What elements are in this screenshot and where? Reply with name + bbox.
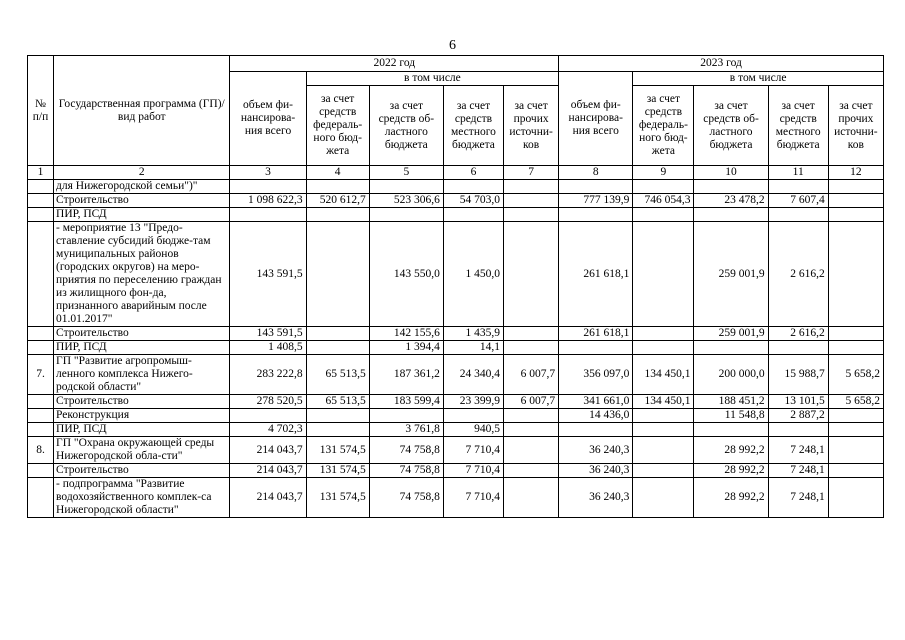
- row-program-name: - мероприятие 13 "Предо-ставление субсидий бюдже-там муниципальных районов (городских округов) на меро-приятия по переселению граждан из жилищного фон-да, признанного аварийным после 01.01.2017": [54, 222, 230, 327]
- col-index: 3: [230, 166, 306, 180]
- table-row: [28, 194, 884, 208]
- row-value: [768, 208, 828, 222]
- header-num: № п/п: [28, 56, 54, 166]
- row-value: 142 155,6: [369, 327, 443, 341]
- row-value: [504, 327, 559, 341]
- row-value: 1 408,5: [230, 341, 306, 355]
- row-value: 200 000,0: [694, 355, 768, 395]
- col-index: 7: [504, 166, 559, 180]
- row-value: [768, 341, 828, 355]
- row-program-name: ПИР, ПСД: [54, 423, 230, 437]
- row-value: 7 607,4: [768, 194, 828, 208]
- row-value: [443, 208, 503, 222]
- row-value: [828, 478, 883, 518]
- row-program-name: Строительство: [54, 395, 230, 409]
- row-value: 28 992,2: [694, 437, 768, 464]
- row-value: 214 043,7: [230, 437, 306, 464]
- header-year-2023: 2023 год: [559, 56, 884, 72]
- header-program: Государственная программа (ГП)/ вид работ: [54, 56, 230, 166]
- row-value: [306, 409, 369, 423]
- row-value: [369, 208, 443, 222]
- header-year-2022: 2022 год: [230, 56, 559, 72]
- row-value: [504, 409, 559, 423]
- col-index: 5: [369, 166, 443, 180]
- row-value: [633, 423, 694, 437]
- row-value: [633, 208, 694, 222]
- row-number: [28, 222, 54, 327]
- row-program-name: Реконструкция: [54, 409, 230, 423]
- header-regional-2023: за счет средств об-ластного бюджета: [694, 86, 768, 166]
- row-value: [504, 437, 559, 464]
- row-number: [28, 180, 54, 194]
- row-number: [28, 478, 54, 518]
- row-value: [694, 423, 768, 437]
- row-program-name: ГП "Развитие агропромыш-ленного комплекса Нижего-родской области": [54, 355, 230, 395]
- row-value: 23 478,2: [694, 194, 768, 208]
- row-value: [694, 341, 768, 355]
- header-total-2023: объем фи-нансирова-ния всего: [559, 72, 633, 166]
- row-value: 7 710,4: [443, 437, 503, 464]
- row-value: 15 988,7: [768, 355, 828, 395]
- row-value: 7 710,4: [443, 478, 503, 518]
- row-value: 36 240,3: [559, 478, 633, 518]
- row-value: 183 599,4: [369, 395, 443, 409]
- row-value: 131 574,5: [306, 478, 369, 518]
- row-value: 214 043,7: [230, 478, 306, 518]
- row-value: 259 001,9: [694, 222, 768, 327]
- header-other-2023: за счет прочих источни-ков: [828, 86, 883, 166]
- row-value: 1 098 622,3: [230, 194, 306, 208]
- row-value: 143 550,0: [369, 222, 443, 327]
- col-index: 10: [694, 166, 768, 180]
- row-value: [559, 423, 633, 437]
- financing-table: [27, 55, 884, 518]
- row-program-name: для Нижегородской семьи")": [54, 180, 230, 194]
- row-value: 143 591,5: [230, 222, 306, 327]
- page-number: 6: [449, 38, 456, 53]
- table-row: [28, 464, 884, 478]
- row-value: [306, 327, 369, 341]
- row-value: 54 703,0: [443, 194, 503, 208]
- row-value: [768, 180, 828, 194]
- row-value: [504, 222, 559, 327]
- header-total-2022: объем фи-нансирова-ния всего: [230, 72, 306, 166]
- row-value: 23 399,9: [443, 395, 503, 409]
- row-value: 356 097,0: [559, 355, 633, 395]
- row-value: [633, 478, 694, 518]
- row-value: 777 139,9: [559, 194, 633, 208]
- header-federal-2022: за счет средств федераль-ного бюд-жета: [306, 86, 369, 166]
- row-value: [694, 180, 768, 194]
- row-value: [768, 423, 828, 437]
- row-value: 341 661,0: [559, 395, 633, 409]
- row-value: [504, 478, 559, 518]
- row-value: 134 450,1: [633, 355, 694, 395]
- row-value: 940,5: [443, 423, 503, 437]
- table-row: [28, 341, 884, 355]
- row-value: 5 658,2: [828, 355, 883, 395]
- table-row: [28, 355, 884, 395]
- row-value: [828, 409, 883, 423]
- row-value: [306, 341, 369, 355]
- row-value: [633, 180, 694, 194]
- col-index: 12: [828, 166, 883, 180]
- row-value: 188 451,2: [694, 395, 768, 409]
- row-value: 13 101,5: [768, 395, 828, 409]
- row-program-name: - подпрограмма "Развитие водохозяйственного комплек-са Нижегородской области": [54, 478, 230, 518]
- header-other-2022: за счет прочих источни-ков: [504, 86, 559, 166]
- row-number: [28, 208, 54, 222]
- row-value: 7 248,1: [768, 478, 828, 518]
- row-value: 746 054,3: [633, 194, 694, 208]
- row-value: 28 992,2: [694, 464, 768, 478]
- row-value: 2 887,2: [768, 409, 828, 423]
- table-row: [28, 423, 884, 437]
- header-incl-2022: в том числе: [306, 72, 559, 86]
- row-value: 1 435,9: [443, 327, 503, 341]
- col-index: 4: [306, 166, 369, 180]
- row-program-name: Строительство: [54, 194, 230, 208]
- table-row: [28, 478, 884, 518]
- row-value: [828, 180, 883, 194]
- row-value: [504, 423, 559, 437]
- row-number: [28, 464, 54, 478]
- row-value: [828, 327, 883, 341]
- row-value: [633, 222, 694, 327]
- row-value: [828, 222, 883, 327]
- row-value: 2 616,2: [768, 327, 828, 341]
- row-value: 520 612,7: [306, 194, 369, 208]
- row-program-name: Строительство: [54, 464, 230, 478]
- table-row: [28, 180, 884, 194]
- row-value: 143 591,5: [230, 327, 306, 341]
- row-value: 3 761,8: [369, 423, 443, 437]
- row-number: 8.: [28, 437, 54, 464]
- row-program-name: ГП "Охрана окружающей среды Нижегородской обла-сти": [54, 437, 230, 464]
- header-incl-2023: в том числе: [633, 72, 884, 86]
- row-value: [828, 208, 883, 222]
- row-value: [369, 180, 443, 194]
- row-value: 74 758,8: [369, 464, 443, 478]
- row-value: [306, 423, 369, 437]
- table-row: [28, 327, 884, 341]
- row-value: [443, 409, 503, 423]
- col-index: 1: [28, 166, 54, 180]
- row-value: 24 340,4: [443, 355, 503, 395]
- row-value: [306, 208, 369, 222]
- row-value: [559, 180, 633, 194]
- row-value: [230, 180, 306, 194]
- row-value: 36 240,3: [559, 464, 633, 478]
- row-value: [828, 341, 883, 355]
- row-value: 523 306,6: [369, 194, 443, 208]
- row-value: 6 007,7: [504, 355, 559, 395]
- table-body: [28, 180, 884, 518]
- row-value: [504, 180, 559, 194]
- row-value: 131 574,5: [306, 437, 369, 464]
- column-index-row: [28, 166, 884, 180]
- row-value: 5 658,2: [828, 395, 883, 409]
- row-value: 7 248,1: [768, 437, 828, 464]
- row-value: [504, 341, 559, 355]
- col-index: 2: [54, 166, 230, 180]
- header-federal-2023: за счет средств федераль-ного бюд-жета: [633, 86, 694, 166]
- row-value: 1 394,4: [369, 341, 443, 355]
- row-value: [306, 222, 369, 327]
- row-value: [504, 194, 559, 208]
- row-program-name: Строительство: [54, 327, 230, 341]
- row-value: 65 513,5: [306, 395, 369, 409]
- row-value: [504, 208, 559, 222]
- col-index: 11: [768, 166, 828, 180]
- row-value: [633, 437, 694, 464]
- row-number: [28, 327, 54, 341]
- row-value: 28 992,2: [694, 478, 768, 518]
- row-value: 4 702,3: [230, 423, 306, 437]
- row-value: 74 758,8: [369, 478, 443, 518]
- row-value: 187 361,2: [369, 355, 443, 395]
- row-value: 1 450,0: [443, 222, 503, 327]
- header-local-2022: за счет средств местного бюджета: [443, 86, 503, 166]
- header-local-2023: за счет средств местного бюджета: [768, 86, 828, 166]
- row-value: [828, 464, 883, 478]
- row-number: [28, 341, 54, 355]
- row-value: 36 240,3: [559, 437, 633, 464]
- row-value: 14 436,0: [559, 409, 633, 423]
- row-value: [633, 341, 694, 355]
- row-value: [443, 180, 503, 194]
- row-number: [28, 395, 54, 409]
- row-value: 283 222,8: [230, 355, 306, 395]
- row-value: [828, 423, 883, 437]
- table-row: [28, 409, 884, 423]
- row-value: 14,1: [443, 341, 503, 355]
- row-value: [559, 208, 633, 222]
- row-number: [28, 423, 54, 437]
- row-program-name: ПИР, ПСД: [54, 341, 230, 355]
- row-value: 278 520,5: [230, 395, 306, 409]
- row-value: [306, 180, 369, 194]
- row-value: [828, 194, 883, 208]
- row-value: 259 001,9: [694, 327, 768, 341]
- header-regional-2022: за счет средств об-ластного бюджета: [369, 86, 443, 166]
- col-index: 6: [443, 166, 503, 180]
- row-program-name: ПИР, ПСД: [54, 208, 230, 222]
- row-value: 261 618,1: [559, 222, 633, 327]
- row-value: [230, 208, 306, 222]
- row-value: 7 710,4: [443, 464, 503, 478]
- row-value: [694, 208, 768, 222]
- row-value: [559, 341, 633, 355]
- row-value: 131 574,5: [306, 464, 369, 478]
- row-value: [633, 409, 694, 423]
- row-value: 7 248,1: [768, 464, 828, 478]
- row-value: [633, 327, 694, 341]
- table-row: [28, 222, 884, 327]
- row-value: [504, 464, 559, 478]
- row-value: 214 043,7: [230, 464, 306, 478]
- row-value: [369, 409, 443, 423]
- row-value: 74 758,8: [369, 437, 443, 464]
- row-number: [28, 409, 54, 423]
- table-row: [28, 395, 884, 409]
- table-row: [28, 437, 884, 464]
- row-value: [633, 464, 694, 478]
- row-value: 261 618,1: [559, 327, 633, 341]
- row-value: 11 548,8: [694, 409, 768, 423]
- row-value: 65 513,5: [306, 355, 369, 395]
- row-number: [28, 194, 54, 208]
- col-index: 8: [559, 166, 633, 180]
- row-value: 2 616,2: [768, 222, 828, 327]
- row-value: [230, 409, 306, 423]
- table-row: [28, 208, 884, 222]
- row-value: 134 450,1: [633, 395, 694, 409]
- row-value: [828, 437, 883, 464]
- row-number: 7.: [28, 355, 54, 395]
- row-value: 6 007,7: [504, 395, 559, 409]
- col-index: 9: [633, 166, 694, 180]
